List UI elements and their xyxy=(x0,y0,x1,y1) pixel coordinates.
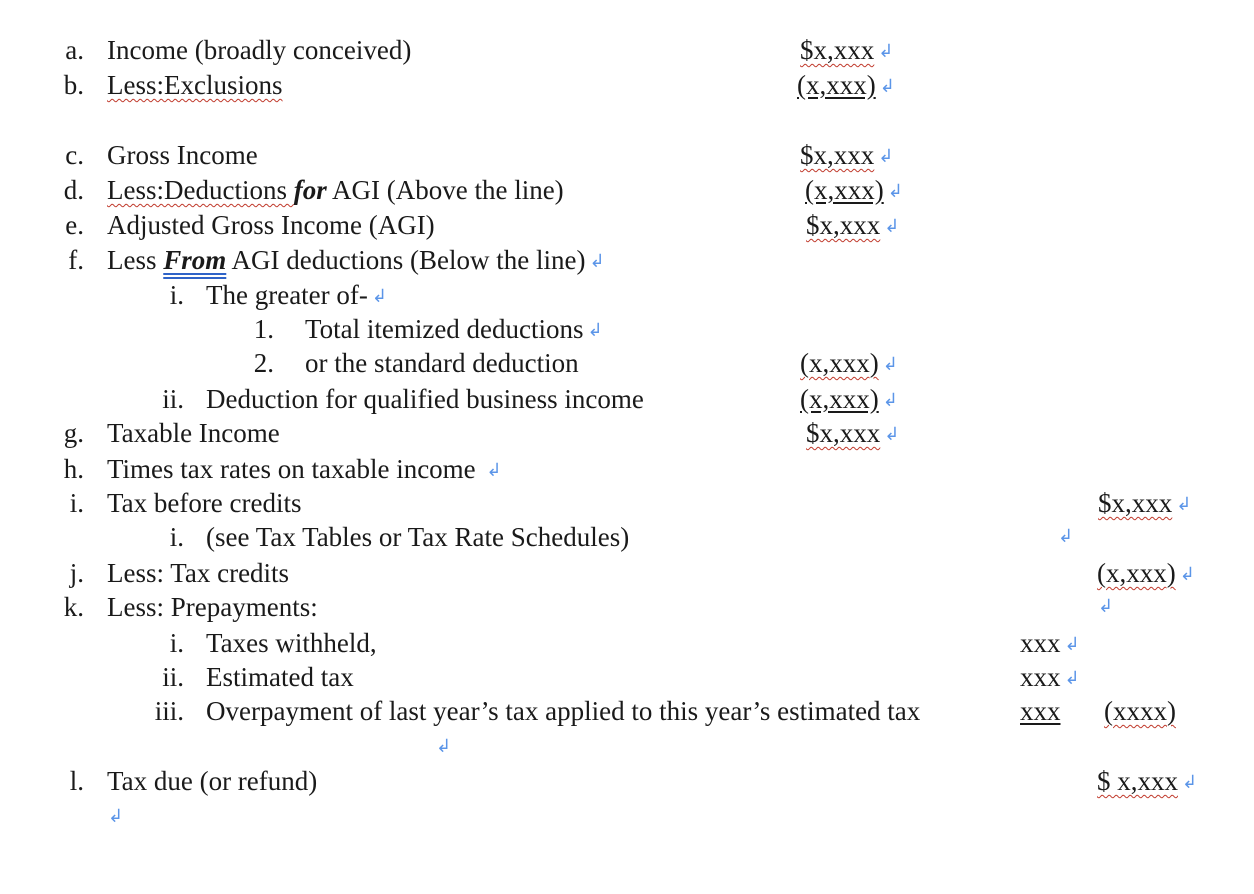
marker-k-iii: iii. xyxy=(154,696,184,726)
line-g-amount xyxy=(806,416,899,452)
line-k-iii-total-value: (xxxx) xyxy=(1104,696,1176,726)
paragraph-mark-icon: ↲ xyxy=(882,354,898,375)
line-k-ii-amount xyxy=(1020,660,1080,696)
line-f-ii-amount-value: (x,xxx) xyxy=(800,384,879,414)
line-e-text: Adjusted Gross Income (AGI) xyxy=(107,210,435,240)
line-c-text: Gross Income xyxy=(107,140,258,170)
line-e-amount-value: $x,xxx xyxy=(806,210,881,240)
paragraph-mark-icon: ↲ xyxy=(1064,668,1080,689)
paragraph-mark-icon: ↲ xyxy=(1058,526,1074,547)
line-i-amount xyxy=(1098,486,1191,522)
paragraph-mark-icon: ↲ xyxy=(887,181,903,202)
line-f-i-text xyxy=(206,278,387,314)
line-f-i-2-text: or the standard deduction xyxy=(305,348,579,378)
marker-j: j. xyxy=(69,558,84,588)
marker-c: c. xyxy=(65,140,84,170)
line-b-amount-value: (x,xxx) xyxy=(797,70,876,100)
marker-k: k. xyxy=(63,592,84,622)
line-g-amount-value: $x,xxx xyxy=(806,418,881,448)
line-f-text xyxy=(107,243,605,279)
line-h-text-value: Times tax rates on taxable income xyxy=(107,454,476,484)
line-a-amount xyxy=(800,33,893,69)
line-f-i-1-text-value: Total itemized deductions xyxy=(305,314,584,344)
paragraph-mark-icon: ↲ xyxy=(436,736,452,757)
paragraph-mark-icon: ↲ xyxy=(371,286,387,307)
line-j-text: Less: Tax credits xyxy=(107,558,290,588)
marker-b: b. xyxy=(63,70,84,100)
line-i-i-text: (see Tax Tables or Tax Rate Schedules) xyxy=(206,522,630,552)
line-j-amount xyxy=(1097,556,1195,592)
marker-g: g. xyxy=(63,418,84,448)
paragraph-mark-icon: ↲ xyxy=(587,320,603,341)
paragraph-mark-icon: ↲ xyxy=(878,41,894,62)
line-g-text: Taxable Income xyxy=(107,418,280,448)
paragraph-mark-icon: ↲ xyxy=(879,76,895,97)
line-i-text: Tax before credits xyxy=(107,488,302,518)
marker-f-ii: ii. xyxy=(162,384,184,414)
line-d-amount-value: (x,xxx) xyxy=(805,175,884,205)
line-d-text xyxy=(107,173,564,207)
paragraph-mark-icon: ↲ xyxy=(1098,596,1114,617)
line-k-iii-amount-value: xxx xyxy=(1020,696,1061,726)
line-k-ii-amount-value: xxx xyxy=(1020,662,1061,692)
marker-a: a. xyxy=(65,35,84,65)
line-f-i-2-amount-value: (x,xxx) xyxy=(800,348,879,378)
line-k-i-amount xyxy=(1020,626,1080,662)
line-d-amount xyxy=(805,173,903,209)
paragraph-mark-icon: ↲ xyxy=(1179,564,1195,585)
line-f-i-1-text xyxy=(305,312,603,348)
line-k-iii-text: Overpayment of last year’s tax applied to this year’s estimated tax xyxy=(206,696,921,726)
line-f-text-pre: Less xyxy=(107,245,164,275)
line-f-i-text-value: The greater of- xyxy=(206,280,368,310)
line-b-text xyxy=(107,68,283,102)
line-k-iii-total xyxy=(1104,694,1176,728)
paragraph-mark-icon: ↲ xyxy=(589,251,605,272)
line-k-text: Less: Prepayments: xyxy=(107,592,318,622)
paragraph-mark-icon: ↲ xyxy=(878,146,894,167)
paragraph-mark-icon: ↲ xyxy=(882,390,898,411)
paragraph-mark-icon: ↲ xyxy=(486,460,502,481)
marker-l: l. xyxy=(69,766,84,796)
marker-k-ii: ii. xyxy=(162,662,184,692)
line-a-text: Income (broadly conceived) xyxy=(107,35,412,65)
line-k-i-amount-value: xxx xyxy=(1020,628,1061,658)
paragraph-mark-icon: ↲ xyxy=(884,216,900,237)
line-f-text-bold: From xyxy=(163,245,227,275)
marker-f-i-2: 2. xyxy=(253,348,274,378)
line-c-amount-value: $x,xxx xyxy=(800,140,875,170)
line-j-amount-value: (x,xxx) xyxy=(1097,558,1176,588)
line-d-text-bold: for xyxy=(293,175,327,205)
line-b-amount xyxy=(797,68,895,104)
line-f-ii-amount xyxy=(800,382,898,418)
line-l-text: Tax due (or refund) xyxy=(107,766,318,796)
line-k-ii-text: Estimated tax xyxy=(206,662,354,692)
line-d-text-pre: Less:Deductions xyxy=(107,175,294,205)
marker-f: f. xyxy=(68,245,84,275)
line-c-amount xyxy=(800,138,893,174)
marker-h: h. xyxy=(63,454,84,484)
line-d-text-post: AGI (Above the line) xyxy=(326,175,564,205)
paragraph-mark-icon: ↲ xyxy=(884,424,900,445)
marker-f-i-1: 1. xyxy=(253,314,274,344)
marker-e: e. xyxy=(65,210,84,240)
marker-i: i. xyxy=(69,488,84,518)
line-h-text xyxy=(107,452,502,488)
paragraph-mark-icon: ↲ xyxy=(1176,494,1192,515)
line-l-amount-value: $ x,xxx xyxy=(1097,766,1178,796)
paragraph-mark-icon: ↲ xyxy=(1182,772,1198,793)
line-f-ii-text: Deduction for qualified business income xyxy=(206,384,644,414)
line-f-i-2-amount xyxy=(800,346,898,382)
line-f-text-post: AGI deductions (Below the line) xyxy=(226,245,586,275)
line-b-text-value: Less:Exclusions xyxy=(107,70,283,100)
line-a-amount-value: $x,xxx xyxy=(800,35,875,65)
line-k-i-text: Taxes withheld, xyxy=(206,628,377,658)
line-k-iii-amount xyxy=(1020,694,1061,728)
paragraph-mark-icon: ↲ xyxy=(1064,634,1080,655)
line-i-amount-value: $x,xxx xyxy=(1098,488,1173,518)
marker-d: d. xyxy=(63,175,84,205)
marker-i-i: i. xyxy=(169,522,184,552)
marker-k-i: i. xyxy=(169,628,184,658)
line-e-amount xyxy=(806,208,899,244)
paragraph-mark-icon: ↲ xyxy=(108,806,124,827)
marker-f-i: i. xyxy=(169,280,184,310)
line-l-amount xyxy=(1097,764,1197,800)
